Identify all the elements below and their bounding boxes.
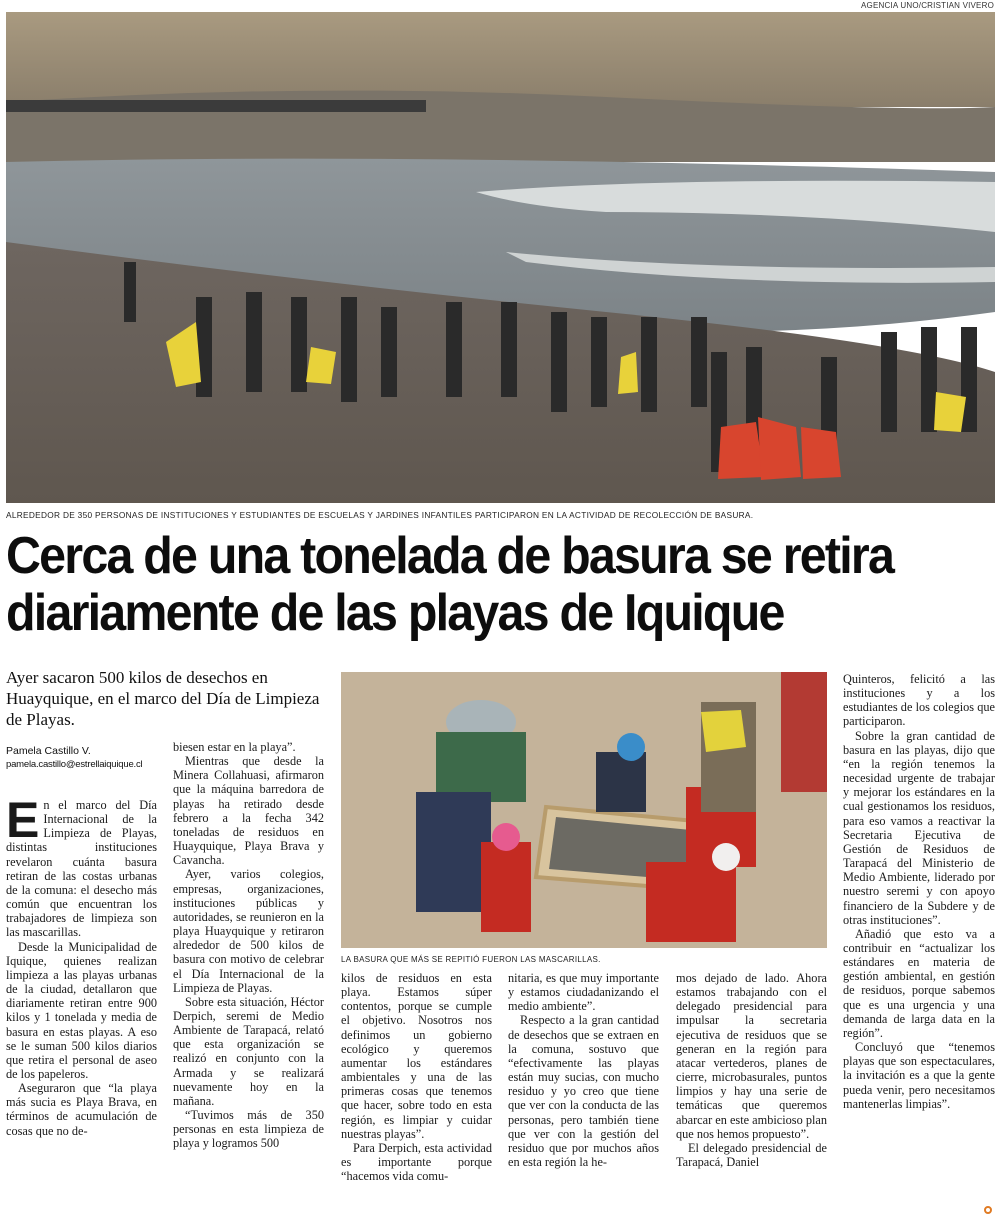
paragraph: kilos de residuos en esta playa. Estamos súper contentos, porque se cumple el objetivo. Nosotros nos definimos un gobierno ecológico y queremos aumentar los estándares ambientales y una de las primeras cosas que tenemos que hacer, sobre todo en esta región, es limpiar y cuidar nuestras playas”.	[341, 971, 492, 1141]
byline-author: Pamela Castillo V.	[6, 745, 91, 757]
deck: Ayer sacaron 500 kilos de desechos en Huayquique, en el marco del Día de Limpieza de Playas.	[6, 668, 320, 729]
body-column-4	[508, 971, 659, 1218]
drop-cap: E	[6, 798, 40, 848]
main-photo-caption: ALREDEDOR DE 350 PERSONAS DE INSTITUCIONES Y ESTUDIANTES DE ESCUELAS Y JARDINES INFANTILES PARTICIPARON EN LA ACTIVIDAD DE RECOLECCIÓN DE BASURA.	[6, 510, 754, 520]
children-sifting-sand-photo-icon	[341, 672, 827, 948]
paragraph: Para Derpich, esta actividad es importante porque “hacemos vida comu-	[341, 1140, 492, 1184]
paragraph: Ayer, varios colegios, empresas, organizaciones, instituciones públicas y autoridades, se reunieron en la playa Huayquique y retiraron alrededor de 500 kilos de basura con motivo de celebrar el Día Internacional de la Limpieza de Playas.	[173, 867, 324, 995]
paragraph: Desde la Municipalidad de Iquique, quienes realizan limpieza a las playas urbanas de la ciudad, detallaron que diariamente retiran entre 900 kilos y 1 tonelada y media de basura en estas playas. A eso se le suman 500 kilos diarios que retira el personal de aseo de los papeleros.	[6, 939, 157, 1081]
paragraph: mos dejado de lado. Ahora estamos trabajando con el delegado presidencial para impulsar la secretaria ejecutiva de residuos que se generan en la región para atacar vertederos, planes de cierre, microbasurales, puntos limpios y hay una serie de temáticas que queremos abarcar en este ambicioso plan que nos hemos propuesto”.	[676, 971, 827, 1141]
body-column-3	[341, 971, 492, 1218]
paragraph: Respecto a la gran cantidad de desechos que se extraen en la comuna, sostuvo que “efectivamente las playas están muy sucias, con mucho residuo y yo creo que tiene que ver con la conducta de las personas, pero también tiene que ver con la gestión del residuo que por muchos años en esta región la he-	[508, 1013, 659, 1170]
body-column-6	[843, 672, 995, 1218]
paragraph: Aseguraron que “la playa más sucia es Playa Brava, en términos de acumulación de cosas que no de-	[6, 1081, 157, 1138]
paragraph: Mientras que desde la Minera Collahuasi, afirmaron que la máquina barredora de playas ha retirado desde febrero a la fecha 342 toneladas de residuos en Huayquique, Playa Brava y Cavancha.	[173, 754, 324, 868]
paragraph: “Tuvimos más de 350 personas en esta limpieza de playa y logramos 500	[173, 1108, 324, 1151]
headline	[6, 528, 927, 642]
photo-credit: AGENCIA UNO/CRISTIAN VIVERO	[861, 1, 994, 10]
body-column-5	[676, 971, 827, 1218]
paragraph: Sobre la gran cantidad de basura en las playas, dijo que “en la región tenemos la necesidad urgente de trabajar y mejorar los estándares en la cual gestionamos los residuos, para eso vamos a reactivar la Secretaria Ejecutiva de Gestión de Residuos de Tarapacá del Ministerio de Medio Ambiente, liderado por nuestro seremi y con apoyo financiero de la Subdere y de otras instituciones”.	[843, 728, 995, 927]
second-photo-caption: LA BASURA QUE MÁS SE REPITIÓ FUERON LAS MASCARILLAS.	[341, 955, 601, 964]
headline-line-2: diariamente de las playas de Iquique	[6, 584, 784, 642]
beach-cleanup-photo-icon	[6, 12, 995, 503]
headline-line-1: Cerca de una tonelada de basura se retira	[6, 527, 894, 585]
byline	[6, 745, 171, 771]
byline-email[interactable]: pamela.castillo@estrellaiquique.cl	[6, 759, 143, 770]
paragraph: Concluyó que “tenemos playas que son espectaculares, la invitación es a que la gente pueda venir, pero necesitamos mantenerlas limpias”.	[843, 1040, 995, 1111]
paragraph: Sobre esta situación, Héctor Derpich, seremi de Medio Ambiente de Tarapacá, relató que esta organización se realizó en conjunto con la Armada y se realizará nuevamente hoy en la mañana.	[173, 994, 324, 1108]
body-column-2	[173, 740, 324, 1218]
paragraph: El delegado presidencial de Tarapacá, Daniel	[676, 1140, 827, 1170]
main-photo	[6, 12, 995, 503]
paragraph: biesen estar en la playa”.	[173, 740, 296, 754]
paragraph: Añadió que esto va a contribuir en “actualizar los estándares en materia de gestión ambiental, en gestión de residuos, porque sabemos que es una urgencia y una demanda de larga data en la región”.	[843, 926, 995, 1040]
second-photo	[341, 672, 827, 948]
paragraph: Quinteros, felicitó a las instituciones y a los estudiantes de los colegios que participaron.	[843, 672, 995, 729]
paragraph: nitaria, es que muy importante y estamos ciudadanizando el medio ambiente”.	[508, 971, 659, 1014]
paragraph: En el marco del Día Internacional de la Limpieza de Playas, distintas instituciones revelaron cuánta basura retiran de las costas urbanas de la comuna: el desecho más común que encuentran los trabajadores de limpieza son las mascarillas.	[6, 798, 157, 940]
body-column-1	[6, 798, 157, 1218]
end-of-article-icon	[984, 1206, 992, 1214]
